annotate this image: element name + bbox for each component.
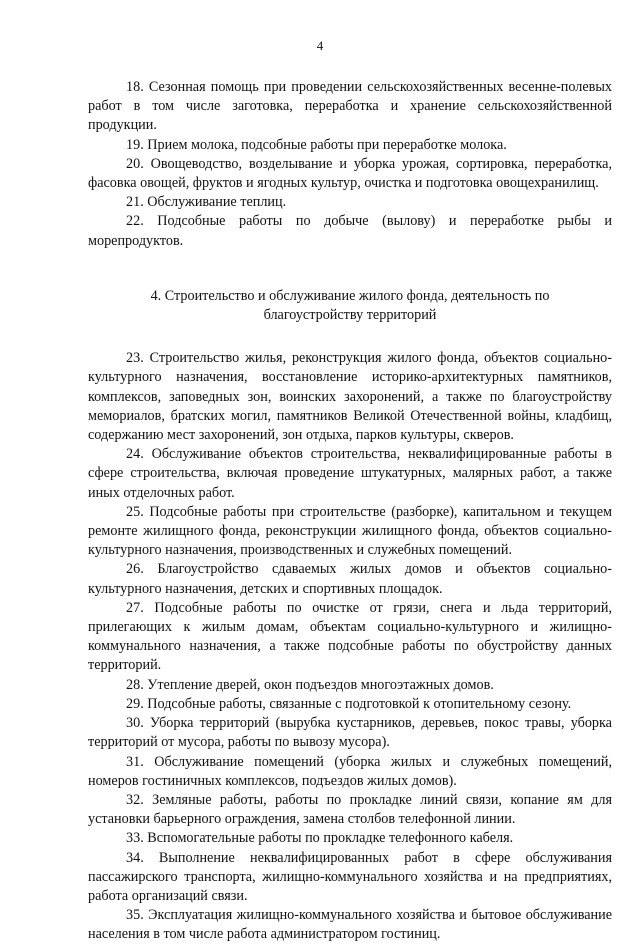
list-item: 22. Подсобные работы по добыче (вылову) и переработке рыбы и морепродуктов.: [88, 213, 612, 249]
list-item: 29. Подсобные работы, связанные с подготовкой к отопительному сезону.: [126, 695, 572, 712]
list-item: 31. Обслуживание помещений (уборка жилых и служебных помещений, номеров гостиничных комплексов, подъездов жилых домов).: [88, 753, 612, 789]
list-item: 27. Подсобные работы по очистке от грязи, снега и льда территорий, прилегающих к жилым домам, объектам социально-культурного и жилищно-коммунального назначения, а также подсобные работы по обустройству данных территорий.: [88, 599, 612, 674]
list-item: 20. Овощеводство, возделывание и уборка урожая, сортировка, переработка, фасовка овощей, фруктов и ягодных культур, очистка и подготовка овощехранилищ.: [88, 155, 612, 192]
list-section-construction: [88, 349, 612, 944]
list-item: 19. Прием молока, подсобные работы при переработке молока.: [126, 136, 507, 153]
list-item: 35. Эксплуатация жилищно-коммунального хозяйства и бытовое обслуживание населения в том числе работа администратором гостиниц.: [88, 907, 612, 943]
list-item: 25. Подсобные работы при строительстве (разборке), капитальном и текущем ремонте жилищного фонда, реконструкции жилищного фонда, объектов социально-культурного назначения, производственных и служебных помещений.: [88, 503, 612, 559]
page-number: 4: [316, 38, 324, 53]
list-item: 26. Благоустройство сдаваемых жилых домов и объектов социально-культурного назначения, детских и спортивных площадок.: [88, 561, 612, 597]
list-item: 30. Уборка территорий (вырубка кустарников, деревьев, покос травы, уборка территорий от мусора, работы по вывозу мусора).: [88, 715, 612, 751]
list-section-agriculture: [88, 78, 612, 251]
document-body: [88, 78, 612, 945]
section-heading: 4. Строительство и обслуживание жилого фонда, деятельность по благоустройству территорий: [150, 287, 550, 324]
list-item: 24. Обслуживание объектов строительства, неквалифицированные работы в сфере строительства, включая проведение штукатурных, малярных работ, а также иных отделочных работ.: [88, 446, 612, 501]
list-item: 21. Обслуживание теплиц.: [126, 194, 287, 211]
list-item: 34. Выполнение неквалифицированных работ в сфере обслуживания пассажирского транспорта, жилищно-коммунального хозяйства и на предприятиях, работа организаций связи.: [88, 849, 612, 904]
list-item: 23. Строительство жилья, реконструкция жилого фонда, объектов социально-культурного назначения, восстановление историко-архитектурных памятников, комплексов, заповедных зон, воинских захоронений, а также по благоустройству мемориалов, братских могил, памятников Великой Отечественной войны, кладбищ, содержанию мест захоронений, зон отдыха, парков культуры, скверов.: [88, 350, 612, 444]
list-item: 28. Утепление дверей, окон подъездов многоэтажных домов.: [126, 676, 494, 693]
list-item: 33. Вспомогательные работы по прокладке телефонного кабеля.: [126, 830, 514, 847]
list-item: 32. Земляные работы, работы по прокладке линий связи, копание ям для установки барьерного ограждения, замена столбов телефонной линии.: [88, 791, 612, 828]
list-item: 18. Сезонная помощь при проведении сельскохозяйственных весенне-полевых работ в том числе заготовка, переработка и хранение сельскохозяйственной продукции.: [88, 79, 612, 134]
